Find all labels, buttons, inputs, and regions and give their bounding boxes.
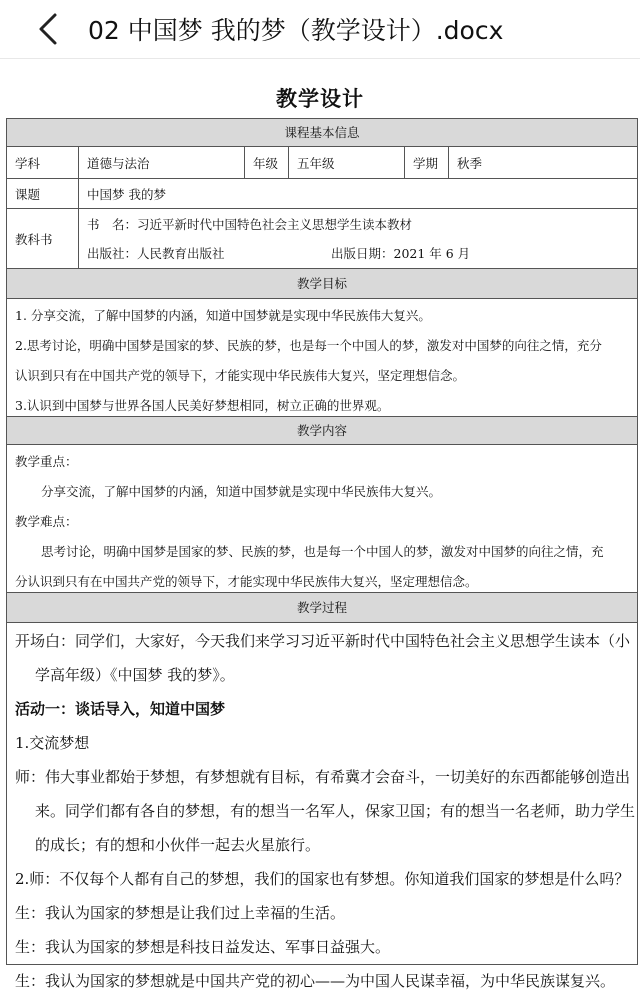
activity-heading: 活动一：谈话导入，知道中国梦 — [15, 700, 226, 718]
process-block — [7, 623, 637, 990]
term-value: 秋季 — [457, 155, 483, 171]
back-arrow-icon[interactable] — [28, 9, 68, 49]
document-heading: 教学设计 — [276, 87, 364, 111]
subject-label: 学科 — [7, 147, 79, 178]
objectives-block — [7, 299, 637, 417]
topic-label: 课题 — [7, 179, 79, 208]
row-textbook — [7, 209, 637, 269]
section-process-header: 教学过程 — [7, 593, 637, 623]
process-line: 2.师：不仅每个人都有自己的梦想，我们的国家也有梦想。你知道我们国家的梦想是什么吗？ — [15, 870, 630, 888]
process-line: 来。同学们都有各自的梦想，有的想当一名军人，保家卫国；有的想当一名老师，助力学生 — [35, 802, 636, 820]
textbook-name: 书 名：习近平新时代中国特色社会主义思想学生读本教材 — [87, 217, 413, 232]
top-app-bar — [0, 0, 640, 59]
textbook-label: 教科书 — [7, 209, 79, 268]
process-line: 学高年级）《中国梦 我的梦》。 — [35, 666, 235, 684]
objective-line: 1. 分享交流，了解中国梦的内涵，知道中国梦就是实现中华民族伟大复兴。 — [15, 308, 431, 323]
row-subject-grade-term — [7, 147, 637, 179]
difficult-point-text: 思考讨论，明确中国梦是国家的梦、民族的梦，也是每一个中国人的梦，激发对中国梦的向往之情，充 — [41, 544, 604, 559]
subject-value: 道德与法治 — [79, 147, 245, 178]
process-line: 的成长；有的想和小伙伴一起去火星旅行。 — [35, 836, 321, 854]
textbook-publisher: 出版社：人民教育出版社 — [87, 246, 225, 261]
document-title: 02 中国梦 我的梦（教学设计）.docx — [88, 16, 504, 45]
key-point-text: 分享交流，了解中国梦的内涵，知道中国梦就是实现中华民族伟大复兴。 — [41, 484, 442, 499]
key-point-label: 教学重点： — [15, 454, 78, 469]
grade-label: 年级 — [245, 147, 289, 178]
textbook-pub-date: 出版日期：2021 年 6 月 — [331, 246, 471, 261]
difficult-point-label: 教学难点： — [15, 514, 78, 529]
topic-value: 中国梦 我的梦 — [87, 186, 166, 202]
content-block — [7, 445, 637, 593]
lesson-plan-table — [6, 118, 638, 990]
row-topic — [7, 179, 637, 209]
process-line: 师：伟大事业都始于梦想，有梦想就有目标，有希冀才会奋斗，一切美好的东西都能够创造出 — [15, 768, 631, 786]
grade-value: 五年级 — [289, 147, 405, 178]
objective-line: 3.认识到中国梦与世界各国人民美好梦想相同，树立正确的世界观。 — [15, 398, 390, 413]
section-basic-info-header: 课程基本信息 — [7, 119, 637, 147]
textbook-info — [79, 209, 637, 268]
process-line: 生：我认为国家的梦想是让我们过上幸福的生活。 — [15, 904, 346, 922]
section-objectives-header: 教学目标 — [7, 269, 637, 299]
objective-line: 认识到只有在中国共产党的领导下，才能实现中华民族伟大复兴，坚定理想信念。 — [15, 368, 466, 383]
objective-line: 2.思考讨论，明确中国梦是国家的梦、民族的梦，也是每一个中国人的梦，激发对中国梦的向往之情，充分 — [15, 338, 602, 353]
document-page — [0, 70, 640, 990]
difficult-point-text-cont: 分认识到只有在中国共产党的领导下，才能实现中华民族伟大复兴，坚定理想信念。 — [15, 574, 478, 589]
process-line: 生：我认为国家的梦想是科技日益发达、军事日益强大。 — [15, 938, 391, 956]
section-content-header: 教学内容 — [7, 417, 637, 445]
process-line: 开场白：同学们，大家好，今天我们来学习习近平新时代中国特色社会主义思想学生读本（小 — [15, 632, 631, 650]
term-label: 学期 — [405, 147, 449, 178]
process-line: 生：我认为国家的梦想就是中国共产党的初心——为中国人民谋幸福，为中华民族谋复兴。 — [15, 972, 616, 990]
process-line: 1.交流梦想 — [15, 734, 90, 752]
